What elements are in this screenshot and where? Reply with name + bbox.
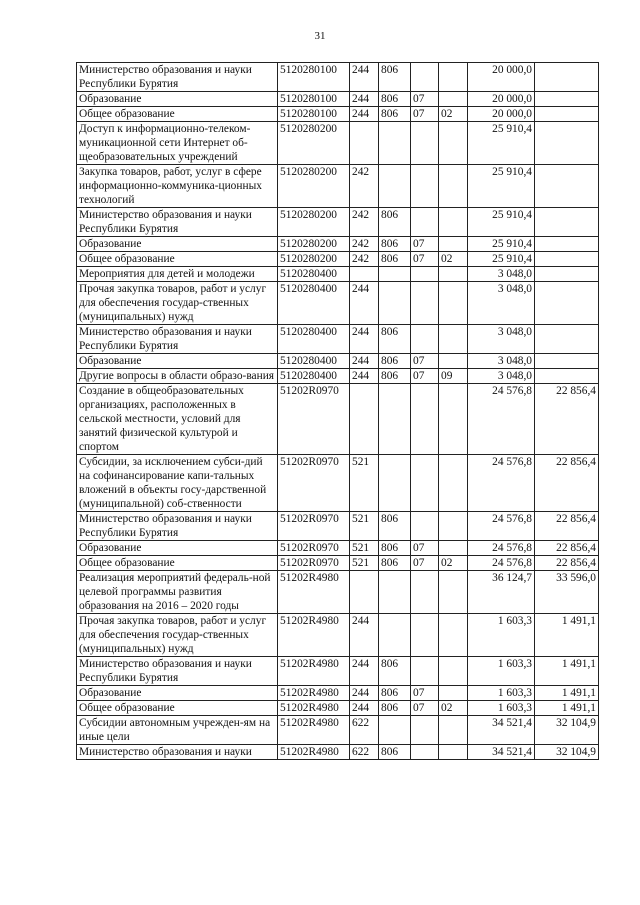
- amount-year1-cell: 25 910,4: [468, 208, 535, 237]
- subsection-code-cell: 02: [439, 107, 468, 122]
- administrator-code-cell: 806: [379, 63, 411, 92]
- subsection-code-cell: 02: [439, 556, 468, 571]
- table-row: [77, 208, 599, 237]
- section-code-cell: [411, 745, 439, 760]
- expense-type-cell: 244: [350, 369, 379, 384]
- administrator-code-cell: [379, 384, 411, 455]
- target-article-cell: 51202R0970: [278, 455, 350, 512]
- section-code-cell: [411, 657, 439, 686]
- target-article-cell: 5120280100: [278, 107, 350, 122]
- administrator-code-cell: 806: [379, 701, 411, 716]
- target-article-cell: 5120280200: [278, 122, 350, 165]
- row-name-cell: Общее образование: [77, 252, 278, 267]
- amount-year1-cell: 25 910,4: [468, 122, 535, 165]
- expense-type-cell: 244: [350, 92, 379, 107]
- administrator-code-cell: [379, 614, 411, 657]
- amount-year2-cell: 32 104,9: [535, 745, 599, 760]
- section-code-cell: [411, 571, 439, 614]
- administrator-code-cell: [379, 267, 411, 282]
- section-code-cell: [411, 325, 439, 354]
- administrator-code-cell: [379, 455, 411, 512]
- row-name-cell: Мероприятия для детей и молодежи: [77, 267, 278, 282]
- expense-type-cell: 521: [350, 455, 379, 512]
- amount-year1-cell: 1 603,3: [468, 686, 535, 701]
- amount-year2-cell: 22 856,4: [535, 512, 599, 541]
- target-article-cell: 5120280400: [278, 354, 350, 369]
- amount-year1-cell: 1 603,3: [468, 657, 535, 686]
- expense-type-cell: 244: [350, 325, 379, 354]
- row-name-cell: Министерство образования и науки Республики Бурятия: [77, 325, 278, 354]
- subsection-code-cell: [439, 325, 468, 354]
- section-code-cell: 07: [411, 686, 439, 701]
- section-code-cell: [411, 282, 439, 325]
- amount-year2-cell: [535, 208, 599, 237]
- amount-year2-cell: 33 596,0: [535, 571, 599, 614]
- section-code-cell: [411, 455, 439, 512]
- row-name-cell: Доступ к информационно-телеком-муникационной сети Интернет об-щеобразовательных учреждений: [77, 122, 278, 165]
- amount-year1-cell: 3 048,0: [468, 282, 535, 325]
- table-row: [77, 384, 599, 455]
- amount-year2-cell: [535, 369, 599, 384]
- section-code-cell: 07: [411, 541, 439, 556]
- section-code-cell: [411, 267, 439, 282]
- amount-year1-cell: 20 000,0: [468, 63, 535, 92]
- subsection-code-cell: [439, 455, 468, 512]
- administrator-code-cell: 806: [379, 512, 411, 541]
- section-code-cell: 07: [411, 237, 439, 252]
- target-article-cell: 51202R0970: [278, 512, 350, 541]
- target-article-cell: 51202R0970: [278, 556, 350, 571]
- amount-year1-cell: 3 048,0: [468, 369, 535, 384]
- amount-year1-cell: 25 910,4: [468, 165, 535, 208]
- table-row: [77, 701, 599, 716]
- target-article-cell: 5120280400: [278, 369, 350, 384]
- section-code-cell: [411, 512, 439, 541]
- amount-year2-cell: 1 491,1: [535, 614, 599, 657]
- amount-year2-cell: 22 856,4: [535, 384, 599, 455]
- expense-type-cell: 242: [350, 237, 379, 252]
- amount-year2-cell: 1 491,1: [535, 701, 599, 716]
- subsection-code-cell: [439, 745, 468, 760]
- budget-table: [76, 62, 599, 760]
- section-code-cell: 07: [411, 252, 439, 267]
- table-row: [77, 63, 599, 92]
- subsection-code-cell: [439, 354, 468, 369]
- amount-year2-cell: [535, 282, 599, 325]
- table-row: [77, 165, 599, 208]
- row-name-cell: Закупка товаров, работ, услуг в сфере информационно-коммуника-ционных технологий: [77, 165, 278, 208]
- target-article-cell: 5120280100: [278, 92, 350, 107]
- table-row: [77, 455, 599, 512]
- expense-type-cell: 244: [350, 701, 379, 716]
- administrator-code-cell: 806: [379, 354, 411, 369]
- target-article-cell: 51202R4980: [278, 686, 350, 701]
- administrator-code-cell: 806: [379, 107, 411, 122]
- subsection-code-cell: [439, 541, 468, 556]
- amount-year1-cell: 1 603,3: [468, 614, 535, 657]
- target-article-cell: 5120280100: [278, 63, 350, 92]
- amount-year1-cell: 24 576,8: [468, 556, 535, 571]
- expense-type-cell: [350, 571, 379, 614]
- subsection-code-cell: [439, 122, 468, 165]
- amount-year1-cell: 24 576,8: [468, 541, 535, 556]
- subsection-code-cell: [439, 716, 468, 745]
- table-row: [77, 571, 599, 614]
- target-article-cell: 5120280200: [278, 208, 350, 237]
- amount-year2-cell: 22 856,4: [535, 455, 599, 512]
- subsection-code-cell: [439, 657, 468, 686]
- amount-year2-cell: 1 491,1: [535, 686, 599, 701]
- amount-year2-cell: [535, 267, 599, 282]
- amount-year1-cell: 36 124,7: [468, 571, 535, 614]
- row-name-cell: Общее образование: [77, 701, 278, 716]
- expense-type-cell: [350, 384, 379, 455]
- row-name-cell: Министерство образования и науки Республики Бурятия: [77, 657, 278, 686]
- amount-year1-cell: 20 000,0: [468, 92, 535, 107]
- row-name-cell: Образование: [77, 237, 278, 252]
- subsection-code-cell: [439, 571, 468, 614]
- expense-type-cell: [350, 122, 379, 165]
- row-name-cell: Субсидии, за исключением субси-дий на софинансирование капи-тальных вложений в объекты госу-дарственной (муниципальной) соб-ственности: [77, 455, 278, 512]
- administrator-code-cell: 806: [379, 556, 411, 571]
- administrator-code-cell: 806: [379, 541, 411, 556]
- target-article-cell: 51202R4980: [278, 614, 350, 657]
- subsection-code-cell: [439, 384, 468, 455]
- expense-type-cell: 242: [350, 208, 379, 237]
- amount-year1-cell: 25 910,4: [468, 237, 535, 252]
- amount-year2-cell: [535, 325, 599, 354]
- row-name-cell: Образование: [77, 354, 278, 369]
- table-row: [77, 556, 599, 571]
- administrator-code-cell: 806: [379, 686, 411, 701]
- amount-year1-cell: 34 521,4: [468, 745, 535, 760]
- amount-year1-cell: 24 576,8: [468, 512, 535, 541]
- administrator-code-cell: [379, 282, 411, 325]
- amount-year1-cell: 34 521,4: [468, 716, 535, 745]
- table-row: [77, 325, 599, 354]
- row-name-cell: Образование: [77, 92, 278, 107]
- row-name-cell: Общее образование: [77, 556, 278, 571]
- subsection-code-cell: [439, 614, 468, 657]
- amount-year1-cell: 24 576,8: [468, 455, 535, 512]
- table-row: [77, 657, 599, 686]
- amount-year1-cell: 20 000,0: [468, 107, 535, 122]
- administrator-code-cell: 806: [379, 369, 411, 384]
- target-article-cell: 51202R4980: [278, 745, 350, 760]
- table-row: [77, 267, 599, 282]
- amount-year1-cell: 24 576,8: [468, 384, 535, 455]
- amount-year2-cell: [535, 252, 599, 267]
- expense-type-cell: 622: [350, 716, 379, 745]
- amount-year2-cell: [535, 237, 599, 252]
- expense-type-cell: 244: [350, 614, 379, 657]
- table-row: [77, 716, 599, 745]
- page-number: 31: [314, 30, 326, 42]
- amount-year2-cell: [535, 92, 599, 107]
- amount-year2-cell: [535, 63, 599, 92]
- table-row: [77, 354, 599, 369]
- amount-year2-cell: [535, 107, 599, 122]
- subsection-code-cell: 02: [439, 252, 468, 267]
- row-name-cell: Прочая закупка товаров, работ и услуг для обеспечения государ-ственных (муниципальных) нужд: [77, 282, 278, 325]
- target-article-cell: 5120280400: [278, 267, 350, 282]
- expense-type-cell: [350, 267, 379, 282]
- expense-type-cell: 244: [350, 657, 379, 686]
- row-name-cell: Субсидии автономным учрежден-ям на иные цели: [77, 716, 278, 745]
- administrator-code-cell: 806: [379, 657, 411, 686]
- amount-year1-cell: 25 910,4: [468, 252, 535, 267]
- subsection-code-cell: [439, 208, 468, 237]
- administrator-code-cell: 806: [379, 237, 411, 252]
- subsection-code-cell: 09: [439, 369, 468, 384]
- expense-type-cell: 244: [350, 63, 379, 92]
- expense-type-cell: 521: [350, 541, 379, 556]
- expense-type-cell: 244: [350, 282, 379, 325]
- table-row: [77, 541, 599, 556]
- target-article-cell: 51202R4980: [278, 657, 350, 686]
- row-name-cell: Прочая закупка товаров, работ и услуг для обеспечения государ-ственных (муниципальных) нужд: [77, 614, 278, 657]
- administrator-code-cell: 806: [379, 325, 411, 354]
- expense-type-cell: 242: [350, 165, 379, 208]
- table-row: [77, 92, 599, 107]
- subsection-code-cell: [439, 63, 468, 92]
- row-name-cell: Министерство образования и науки Республики Бурятия: [77, 512, 278, 541]
- target-article-cell: 5120280400: [278, 282, 350, 325]
- target-article-cell: 5120280400: [278, 325, 350, 354]
- administrator-code-cell: [379, 165, 411, 208]
- target-article-cell: 5120280200: [278, 237, 350, 252]
- administrator-code-cell: [379, 571, 411, 614]
- section-code-cell: 07: [411, 107, 439, 122]
- subsection-code-cell: [439, 282, 468, 325]
- expense-type-cell: 244: [350, 107, 379, 122]
- section-code-cell: [411, 165, 439, 208]
- subsection-code-cell: [439, 686, 468, 701]
- section-code-cell: 07: [411, 369, 439, 384]
- table-row: [77, 282, 599, 325]
- table-row: [77, 512, 599, 541]
- target-article-cell: 51202R4980: [278, 571, 350, 614]
- administrator-code-cell: 806: [379, 208, 411, 237]
- subsection-code-cell: [439, 237, 468, 252]
- table-row: [77, 237, 599, 252]
- row-name-cell: Образование: [77, 541, 278, 556]
- subsection-code-cell: [439, 92, 468, 107]
- subsection-code-cell: 02: [439, 701, 468, 716]
- administrator-code-cell: [379, 122, 411, 165]
- section-code-cell: [411, 716, 439, 745]
- section-code-cell: 07: [411, 354, 439, 369]
- table-row: [77, 369, 599, 384]
- subsection-code-cell: [439, 165, 468, 208]
- amount-year2-cell: 32 104,9: [535, 716, 599, 745]
- target-article-cell: 5120280200: [278, 252, 350, 267]
- administrator-code-cell: [379, 716, 411, 745]
- target-article-cell: 5120280200: [278, 165, 350, 208]
- row-name-cell: Министерство образования и науки: [77, 745, 278, 760]
- section-code-cell: 07: [411, 556, 439, 571]
- section-code-cell: [411, 122, 439, 165]
- expense-type-cell: 521: [350, 512, 379, 541]
- target-article-cell: 51202R0970: [278, 541, 350, 556]
- section-code-cell: [411, 614, 439, 657]
- row-name-cell: Реализация мероприятий федераль-ной целевой программы развития образования на 2016 – 2020 годы: [77, 571, 278, 614]
- row-name-cell: Образование: [77, 686, 278, 701]
- administrator-code-cell: 806: [379, 745, 411, 760]
- row-name-cell: Общее образование: [77, 107, 278, 122]
- section-code-cell: [411, 384, 439, 455]
- amount-year1-cell: 3 048,0: [468, 267, 535, 282]
- section-code-cell: 07: [411, 701, 439, 716]
- section-code-cell: 07: [411, 92, 439, 107]
- amount-year2-cell: 1 491,1: [535, 657, 599, 686]
- target-article-cell: 51202R0970: [278, 384, 350, 455]
- row-name-cell: Министерство образования и науки Республики Бурятия: [77, 63, 278, 92]
- amount-year2-cell: [535, 354, 599, 369]
- subsection-code-cell: [439, 512, 468, 541]
- expense-type-cell: 622: [350, 745, 379, 760]
- table-row: [77, 107, 599, 122]
- amount-year2-cell: [535, 165, 599, 208]
- expense-type-cell: 521: [350, 556, 379, 571]
- table-row: [77, 252, 599, 267]
- administrator-code-cell: 806: [379, 252, 411, 267]
- amount-year1-cell: 1 603,3: [468, 701, 535, 716]
- expense-type-cell: 242: [350, 252, 379, 267]
- amount-year1-cell: 3 048,0: [468, 354, 535, 369]
- amount-year2-cell: 22 856,4: [535, 541, 599, 556]
- table-row: [77, 745, 599, 760]
- table-row: [77, 614, 599, 657]
- administrator-code-cell: 806: [379, 92, 411, 107]
- section-code-cell: [411, 208, 439, 237]
- amount-year1-cell: 3 048,0: [468, 325, 535, 354]
- row-name-cell: Министерство образования и науки Республики Бурятия: [77, 208, 278, 237]
- expense-type-cell: 244: [350, 354, 379, 369]
- target-article-cell: 51202R4980: [278, 701, 350, 716]
- amount-year2-cell: 22 856,4: [535, 556, 599, 571]
- table-row: [77, 686, 599, 701]
- table-row: [77, 122, 599, 165]
- target-article-cell: 51202R4980: [278, 716, 350, 745]
- subsection-code-cell: [439, 267, 468, 282]
- section-code-cell: [411, 63, 439, 92]
- expense-type-cell: 244: [350, 686, 379, 701]
- amount-year2-cell: [535, 122, 599, 165]
- table-body: [77, 63, 599, 760]
- row-name-cell: Другие вопросы в области образо-вания: [77, 369, 278, 384]
- row-name-cell: Создание в общеобразовательных организациях, расположенных в сельской местности, условий для занятий физической культурой и спортом: [77, 384, 278, 455]
